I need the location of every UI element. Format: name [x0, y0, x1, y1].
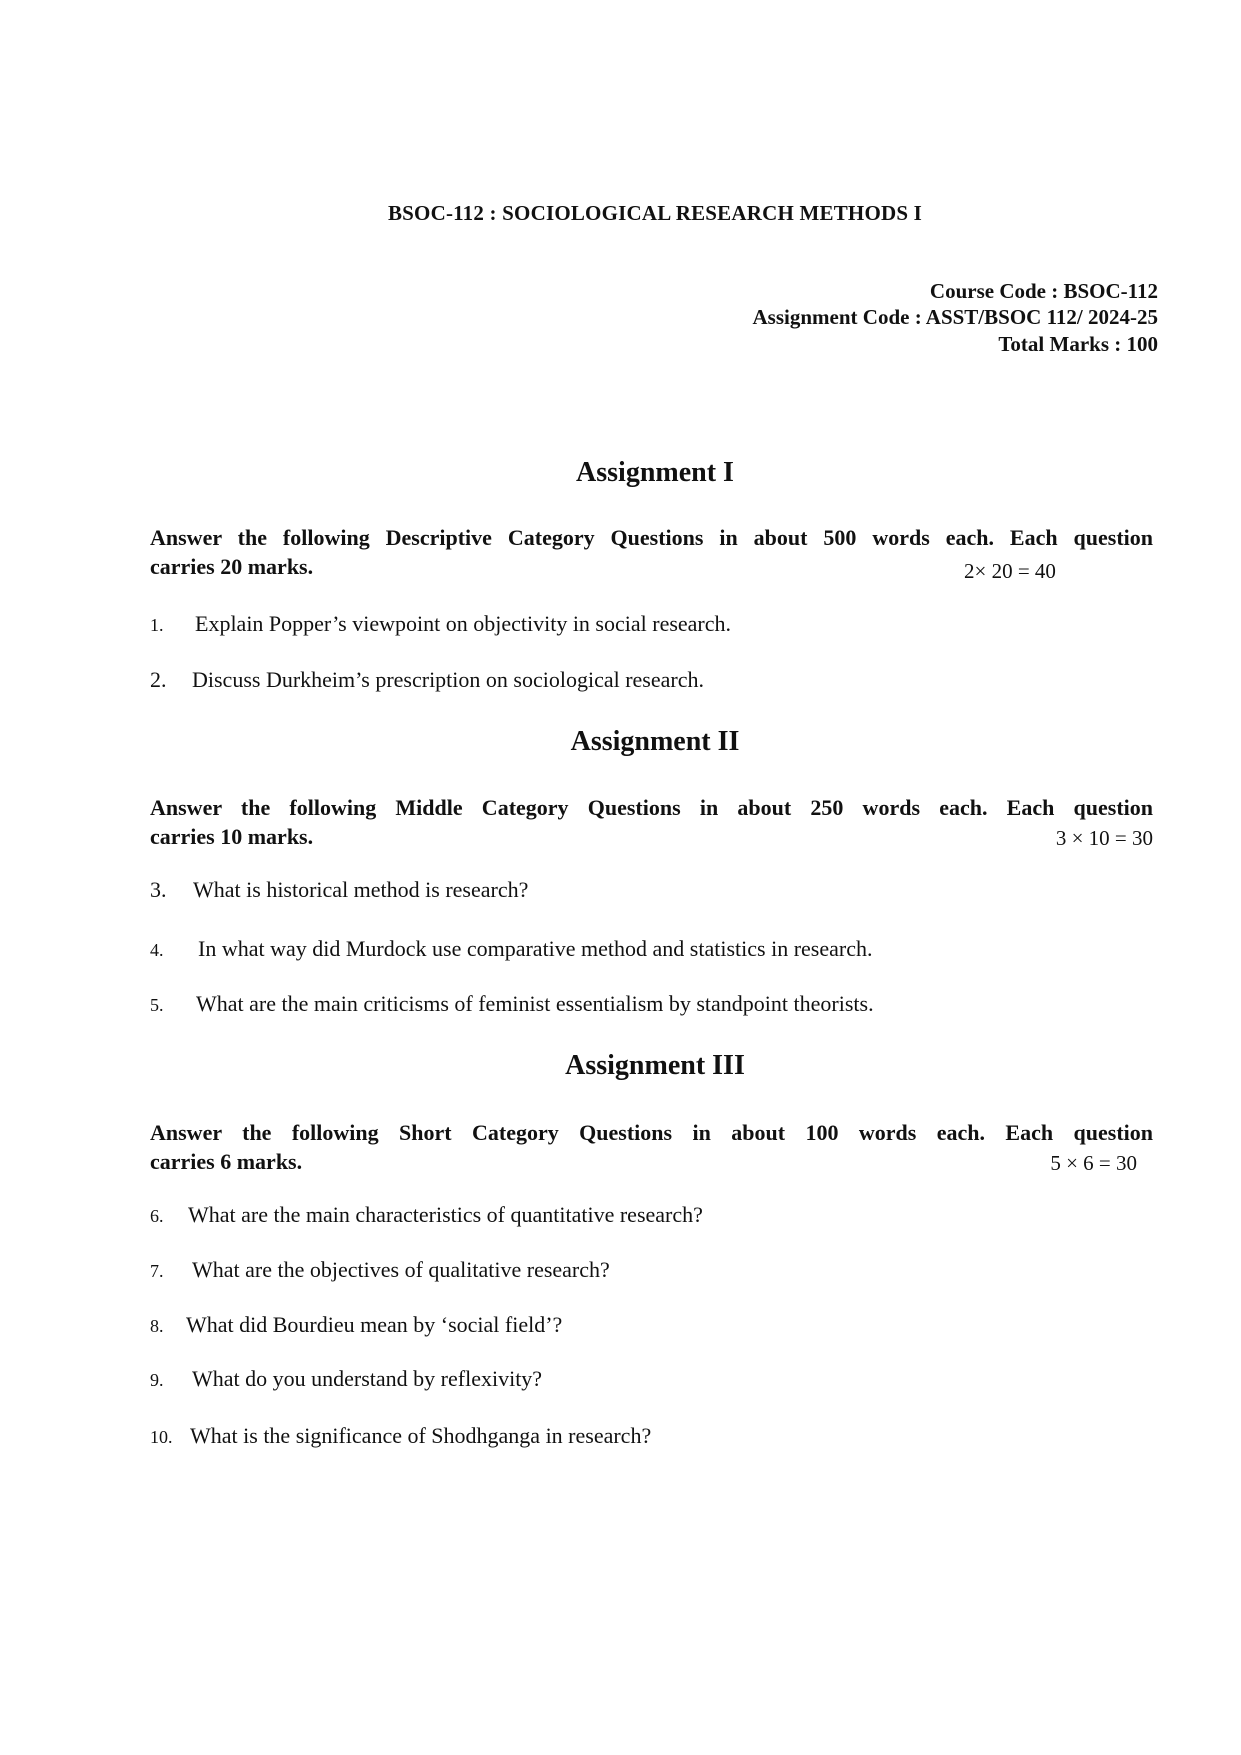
question-number: 9. — [150, 1370, 164, 1390]
question-text: Explain Popper’s viewpoint on objectivity in social research. — [195, 611, 732, 636]
instruction-line-1: Answer the following Short Category Questions in about 100 words each. Each question — [150, 1120, 1153, 1145]
question-text: What did Bourdieu mean by ‘social field’? — [186, 1312, 563, 1337]
question-text: In what way did Murdock use comparative method and statistics in research. — [198, 936, 873, 961]
course-code: Course Code : BSOC-112 — [929, 279, 1158, 303]
question-text: What are the main characteristics of quantitative research? — [188, 1202, 703, 1227]
section-title-assignment-3: Assignment III — [565, 1050, 745, 1081]
question-item — [150, 877, 528, 903]
question-text: What are the main criticisms of feminist essentialism by standpoint theorists. — [196, 991, 874, 1016]
section-marks: 2× 20 = 40 — [964, 559, 1056, 583]
total-marks: Total Marks : 100 — [998, 332, 1158, 356]
section-marks: 3 × 10 = 30 — [1055, 826, 1153, 850]
section-marks: 5 × 6 = 30 — [1050, 1151, 1137, 1175]
question-item — [150, 1257, 610, 1283]
question-number: 4. — [150, 940, 164, 960]
question-item — [150, 991, 874, 1017]
question-item — [150, 667, 704, 693]
question-text: Discuss Durkheim’s prescription on sociological research. — [192, 667, 704, 692]
question-item — [150, 936, 872, 962]
assignment-code: Assignment Code : ASST/BSOC 112/ 2024-25 — [752, 305, 1158, 329]
question-number: 6. — [150, 1206, 164, 1226]
section-title-assignment-1: Assignment I — [576, 457, 734, 488]
question-item — [150, 1423, 651, 1449]
instruction-line-1: Answer the following Descriptive Category Questions in about 500 words each. Each question — [150, 525, 1153, 550]
question-number: 8. — [150, 1316, 164, 1336]
document-title: BSOC-112 : SOCIOLOGICAL RESEARCH METHODS I — [387, 201, 923, 225]
question-number: 3. — [150, 877, 167, 902]
question-item — [150, 1312, 562, 1338]
question-item — [150, 611, 731, 637]
question-item — [150, 1202, 703, 1228]
section-instruction — [150, 1118, 1153, 1176]
question-item — [150, 1366, 542, 1392]
question-text: What is historical method is research? — [193, 877, 529, 902]
question-number: 10. — [150, 1427, 173, 1447]
instruction-line-2: carries 20 marks. — [150, 554, 314, 579]
section-instruction — [150, 793, 1153, 851]
question-text: What is the significance of Shodhganga in research? — [190, 1423, 652, 1448]
instruction-line-2: carries 6 marks. — [150, 1149, 303, 1174]
question-number: 5. — [150, 995, 164, 1015]
section-title-assignment-2: Assignment II — [570, 726, 740, 757]
question-text: What do you understand by reflexivity? — [192, 1366, 543, 1391]
question-number: 2. — [150, 667, 167, 692]
question-text: What are the objectives of qualitative research? — [192, 1257, 610, 1282]
instruction-line-1: Answer the following Middle Category Questions in about 250 words each. Each question — [150, 795, 1153, 820]
instruction-line-2: carries 10 marks. — [150, 824, 314, 849]
question-number: 7. — [150, 1261, 164, 1281]
question-number: 1. — [150, 615, 164, 635]
